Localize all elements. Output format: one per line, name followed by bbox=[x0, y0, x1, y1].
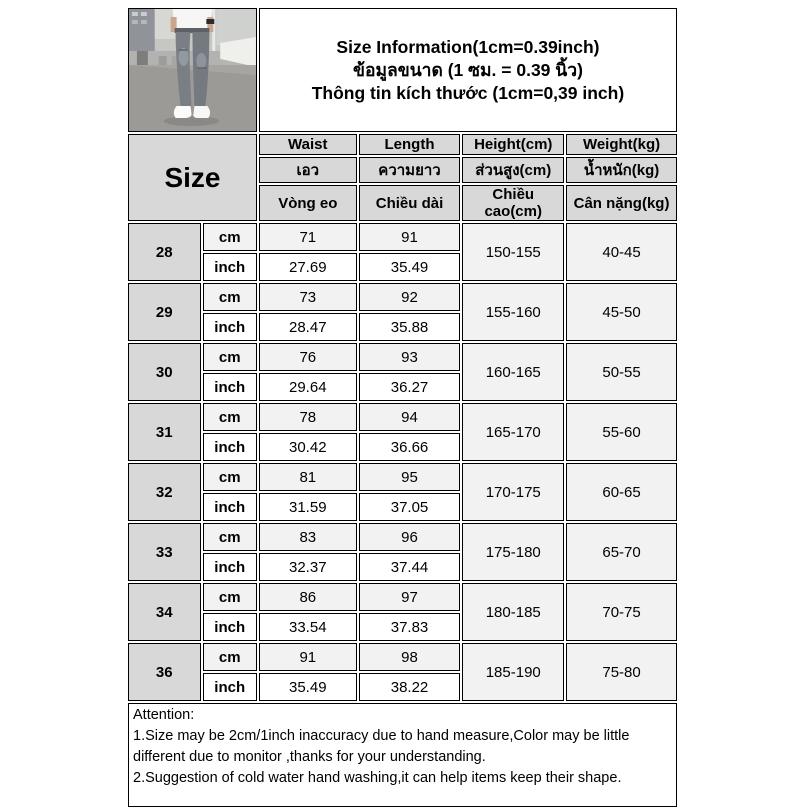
waist-cm-cell: 86 bbox=[259, 583, 357, 611]
title-vietnamese: Thông tin kích thước (1cm=0,39 inch) bbox=[311, 82, 625, 103]
col-header-weight-vi: Cân nặng(kg) bbox=[566, 185, 677, 221]
unit-inch-label: inch bbox=[203, 253, 257, 281]
attention-note-1: 1.Size may be 2cm/1inch inaccuracy due to hand measure,Color may be little different due to monitor ,thanks for your understanding. bbox=[133, 728, 630, 765]
size-value-cell: 31 bbox=[128, 403, 201, 461]
waist-cm-cell: 83 bbox=[259, 523, 357, 551]
unit-inch-label: inch bbox=[203, 373, 257, 401]
title-band bbox=[128, 8, 677, 132]
col-header-weight-th: น้ำหนัก(kg) bbox=[566, 157, 677, 183]
waist-inch-cell: 35.49 bbox=[259, 673, 357, 701]
size-value-cell: 34 bbox=[128, 583, 201, 641]
size-value-cell: 28 bbox=[128, 223, 201, 281]
col-header-weight-en: Weight(kg) bbox=[566, 134, 677, 155]
size-row-cm bbox=[128, 283, 677, 311]
waist-inch-cell: 31.59 bbox=[259, 493, 357, 521]
weight-range-cell: 55-60 bbox=[566, 403, 677, 461]
col-header-waist-vi: Vòng eo bbox=[259, 185, 357, 221]
unit-cm-label: cm bbox=[203, 643, 257, 671]
size-row-cm bbox=[128, 223, 677, 251]
weight-range-cell: 75-80 bbox=[566, 643, 677, 701]
height-range-cell: 175-180 bbox=[462, 523, 564, 581]
col-header-height-en: Height(cm) bbox=[462, 134, 564, 155]
attention-box bbox=[128, 703, 677, 807]
size-value-cell: 30 bbox=[128, 343, 201, 401]
size-value-cell: 29 bbox=[128, 283, 201, 341]
unit-cm-label: cm bbox=[203, 343, 257, 371]
waist-inch-cell: 32.37 bbox=[259, 553, 357, 581]
waist-inch-cell: 30.42 bbox=[259, 433, 357, 461]
size-column-header: Size bbox=[128, 134, 257, 221]
length-inch-cell: 38.22 bbox=[359, 673, 461, 701]
length-cm-cell: 91 bbox=[359, 223, 461, 251]
header-row-english bbox=[128, 134, 677, 155]
height-range-cell: 185-190 bbox=[462, 643, 564, 701]
length-cm-cell: 96 bbox=[359, 523, 461, 551]
unit-cm-label: cm bbox=[203, 463, 257, 491]
length-cm-cell: 94 bbox=[359, 403, 461, 431]
title-english: Size Information(1cm=0.39inch) bbox=[336, 36, 600, 57]
size-value-cell: 36 bbox=[128, 643, 201, 701]
length-inch-cell: 36.66 bbox=[359, 433, 461, 461]
weight-range-cell: 65-70 bbox=[566, 523, 677, 581]
waist-cm-cell: 73 bbox=[259, 283, 357, 311]
unit-inch-label: inch bbox=[203, 433, 257, 461]
length-cm-cell: 92 bbox=[359, 283, 461, 311]
unit-inch-label: inch bbox=[203, 613, 257, 641]
size-row-cm bbox=[128, 583, 677, 611]
waist-cm-cell: 91 bbox=[259, 643, 357, 671]
product-photo bbox=[128, 8, 257, 132]
waist-inch-cell: 27.69 bbox=[259, 253, 357, 281]
unit-inch-label: inch bbox=[203, 313, 257, 341]
length-cm-cell: 97 bbox=[359, 583, 461, 611]
jeans-model-illustration bbox=[129, 9, 256, 131]
height-range-cell: 180-185 bbox=[462, 583, 564, 641]
waist-inch-cell: 33.54 bbox=[259, 613, 357, 641]
size-row-cm bbox=[128, 463, 677, 491]
waist-cm-cell: 78 bbox=[259, 403, 357, 431]
length-inch-cell: 37.05 bbox=[359, 493, 461, 521]
attention-title: Attention: bbox=[133, 707, 195, 723]
unit-cm-label: cm bbox=[203, 283, 257, 311]
attention-note-2: 2.Suggestion of cold water hand washing,it can help items keep their shape. bbox=[133, 770, 622, 786]
size-row-cm bbox=[128, 343, 677, 371]
waist-cm-cell: 71 bbox=[259, 223, 357, 251]
length-inch-cell: 35.49 bbox=[359, 253, 461, 281]
unit-inch-label: inch bbox=[203, 493, 257, 521]
waist-cm-cell: 76 bbox=[259, 343, 357, 371]
unit-inch-label: inch bbox=[203, 673, 257, 701]
size-value-cell: 33 bbox=[128, 523, 201, 581]
size-information-table bbox=[126, 6, 679, 809]
unit-cm-label: cm bbox=[203, 223, 257, 251]
length-inch-cell: 37.44 bbox=[359, 553, 461, 581]
waist-inch-cell: 29.64 bbox=[259, 373, 357, 401]
col-header-waist-th: เอว bbox=[259, 157, 357, 183]
unit-cm-label: cm bbox=[203, 583, 257, 611]
length-cm-cell: 95 bbox=[359, 463, 461, 491]
waist-cm-cell: 81 bbox=[259, 463, 357, 491]
col-header-length-vi: Chiều dài bbox=[359, 185, 461, 221]
height-range-cell: 165-170 bbox=[462, 403, 564, 461]
length-cm-cell: 98 bbox=[359, 643, 461, 671]
weight-range-cell: 70-75 bbox=[566, 583, 677, 641]
col-header-length-en: Length bbox=[359, 134, 461, 155]
col-header-height-vi: Chiều cao(cm) bbox=[462, 185, 564, 221]
length-inch-cell: 37.83 bbox=[359, 613, 461, 641]
weight-range-cell: 45-50 bbox=[566, 283, 677, 341]
length-cm-cell: 93 bbox=[359, 343, 461, 371]
unit-cm-label: cm bbox=[203, 403, 257, 431]
title-thai: ข้อมูลขนาด (1 ซม. = 0.39 นิ้ว) bbox=[353, 59, 583, 80]
weight-range-cell: 50-55 bbox=[566, 343, 677, 401]
col-header-length-th: ความยาว bbox=[359, 157, 461, 183]
weight-range-cell: 40-45 bbox=[566, 223, 677, 281]
height-range-cell: 170-175 bbox=[462, 463, 564, 521]
size-value-cell: 32 bbox=[128, 463, 201, 521]
attention-notes bbox=[128, 703, 677, 807]
unit-cm-label: cm bbox=[203, 523, 257, 551]
height-range-cell: 155-160 bbox=[462, 283, 564, 341]
length-inch-cell: 35.88 bbox=[359, 313, 461, 341]
unit-inch-label: inch bbox=[203, 553, 257, 581]
size-information-title bbox=[259, 8, 677, 132]
size-row-cm bbox=[128, 523, 677, 551]
size-row-cm bbox=[128, 643, 677, 671]
height-range-cell: 150-155 bbox=[462, 223, 564, 281]
waist-inch-cell: 28.47 bbox=[259, 313, 357, 341]
col-header-height-th: ส่วนสูง(cm) bbox=[462, 157, 564, 183]
length-inch-cell: 36.27 bbox=[359, 373, 461, 401]
col-header-waist-en: Waist bbox=[259, 134, 357, 155]
size-row-cm bbox=[128, 403, 677, 431]
height-range-cell: 160-165 bbox=[462, 343, 564, 401]
weight-range-cell: 60-65 bbox=[566, 463, 677, 521]
